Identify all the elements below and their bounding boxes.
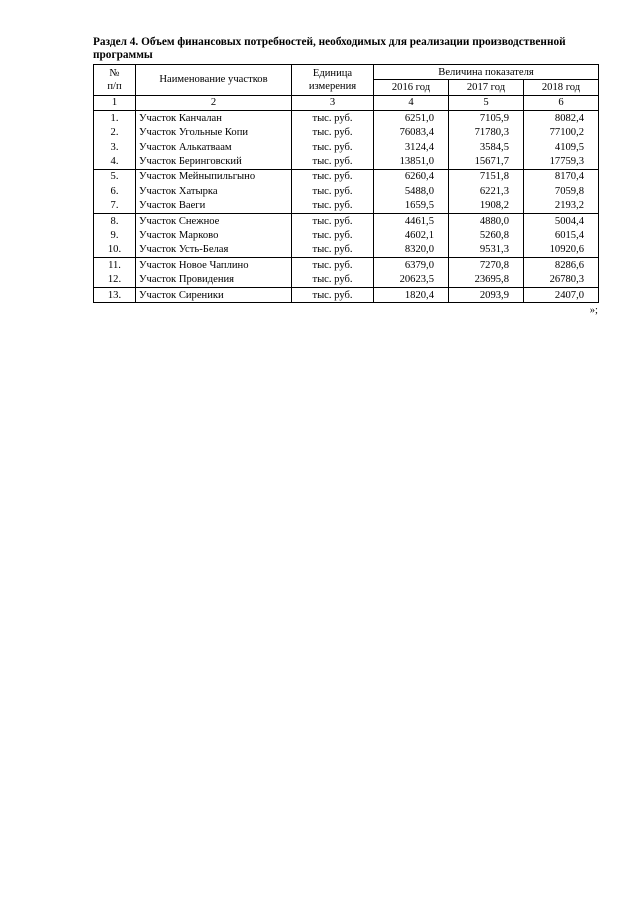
row-value-2016: 5488,0: [374, 184, 449, 198]
row-value-2016: 1659,5: [374, 199, 449, 214]
row-number: 9.: [94, 228, 136, 242]
row-name: Участок Канчалан: [136, 111, 292, 126]
row-number: 11.: [94, 258, 136, 273]
row-value-2016: 8320,0: [374, 243, 449, 258]
closing-quote: »;: [589, 305, 598, 317]
row-value-2018: 8170,4: [524, 169, 599, 184]
table-row: [94, 111, 599, 126]
table-row: [94, 243, 599, 258]
row-value-2017: 2093,9: [449, 287, 524, 302]
row-unit: тыс. руб.: [292, 169, 374, 184]
row-number: 5.: [94, 169, 136, 184]
row-value-2017: 71780,3: [449, 126, 524, 140]
row-unit: тыс. руб.: [292, 154, 374, 169]
row-number: 4.: [94, 154, 136, 169]
table-row: [94, 213, 599, 228]
row-number: 6.: [94, 184, 136, 198]
header-unit: Единица измерения: [292, 65, 374, 96]
row-name: Участок Усть-Белая: [136, 243, 292, 258]
row-name: Участок Марково: [136, 228, 292, 242]
row-value-2017: 6221,3: [449, 184, 524, 198]
row-value-2016: 13851,0: [374, 154, 449, 169]
row-value-2016: 4602,1: [374, 228, 449, 242]
row-unit: тыс. руб.: [292, 184, 374, 198]
row-name: Участок Сиреники: [136, 287, 292, 302]
row-value-2017: 9531,3: [449, 243, 524, 258]
table-row: [94, 258, 599, 273]
row-value-2018: 8286,6: [524, 258, 599, 273]
row-unit: тыс. руб.: [292, 199, 374, 214]
header-year-2016: 2016 год: [374, 80, 449, 95]
row-name: Участок Хатырка: [136, 184, 292, 198]
header-value: Величина показателя: [374, 65, 599, 80]
section-heading: Раздел 4. Объем финансовых потребностей, необходимых для реализации производственной программы: [93, 36, 566, 61]
col-number: 3: [292, 95, 374, 110]
row-name: Участок Новое Чаплино: [136, 258, 292, 273]
row-name: Участок Провидения: [136, 272, 292, 287]
row-value-2018: 26780,3: [524, 272, 599, 287]
row-unit: тыс. руб.: [292, 111, 374, 126]
row-value-2018: 10920,6: [524, 243, 599, 258]
row-number: 8.: [94, 213, 136, 228]
table-row: [94, 272, 599, 287]
row-value-2017: 5260,8: [449, 228, 524, 242]
row-name: Участок Снежное: [136, 213, 292, 228]
row-unit: тыс. руб.: [292, 243, 374, 258]
row-value-2016: 76083,4: [374, 126, 449, 140]
table-row: [94, 140, 599, 154]
row-unit: тыс. руб.: [292, 126, 374, 140]
row-name: Участок Ваеги: [136, 199, 292, 214]
header-name: Наименование участков: [136, 65, 292, 96]
row-name: Участок Беринговский: [136, 154, 292, 169]
row-number: 12.: [94, 272, 136, 287]
row-value-2017: 7270,8: [449, 258, 524, 273]
row-number: 1.: [94, 111, 136, 126]
col-number: 6: [524, 95, 599, 110]
col-number: 2: [136, 95, 292, 110]
row-unit: тыс. руб.: [292, 272, 374, 287]
row-value-2017: 1908,2: [449, 199, 524, 214]
table-row: [94, 287, 599, 302]
row-value-2017: 7105,9: [449, 111, 524, 126]
table-body: [94, 111, 599, 303]
financial-needs-table: [93, 64, 599, 303]
row-name: Участок Мейныпильгыно: [136, 169, 292, 184]
header-year-2017: 2017 год: [449, 80, 524, 95]
header-year-2018: 2018 год: [524, 80, 599, 95]
row-value-2016: 6251,0: [374, 111, 449, 126]
row-value-2018: 2193,2: [524, 199, 599, 214]
table-row: [94, 169, 599, 184]
row-name: Участок Алькатваам: [136, 140, 292, 154]
row-value-2016: 6379,0: [374, 258, 449, 273]
col-number: 4: [374, 95, 449, 110]
table-row: [94, 228, 599, 242]
row-value-2018: 17759,3: [524, 154, 599, 169]
row-value-2016: 3124,4: [374, 140, 449, 154]
row-value-2017: 15671,7: [449, 154, 524, 169]
row-number: 2.: [94, 126, 136, 140]
row-unit: тыс. руб.: [292, 258, 374, 273]
row-number: 13.: [94, 287, 136, 302]
table-row: [94, 154, 599, 169]
row-value-2018: 5004,4: [524, 213, 599, 228]
row-unit: тыс. руб.: [292, 287, 374, 302]
row-value-2018: 77100,2: [524, 126, 599, 140]
row-value-2018: 4109,5: [524, 140, 599, 154]
row-value-2016: 4461,5: [374, 213, 449, 228]
document-page: [93, 36, 598, 316]
header-num: № п/п: [94, 65, 136, 96]
col-number: 5: [449, 95, 524, 110]
row-number: 7.: [94, 199, 136, 214]
row-value-2016: 1820,4: [374, 287, 449, 302]
row-value-2017: 4880,0: [449, 213, 524, 228]
table-row: [94, 184, 599, 198]
row-unit: тыс. руб.: [292, 140, 374, 154]
table-row: [94, 199, 599, 214]
table-row: [94, 126, 599, 140]
row-unit: тыс. руб.: [292, 213, 374, 228]
row-number: 3.: [94, 140, 136, 154]
row-value-2016: 20623,5: [374, 272, 449, 287]
row-number: 10.: [94, 243, 136, 258]
row-value-2017: 23695,8: [449, 272, 524, 287]
row-value-2017: 7151,8: [449, 169, 524, 184]
row-value-2018: 7059,8: [524, 184, 599, 198]
row-value-2016: 6260,4: [374, 169, 449, 184]
col-number: 1: [94, 95, 136, 110]
row-value-2018: 8082,4: [524, 111, 599, 126]
row-name: Участок Угольные Копи: [136, 126, 292, 140]
row-value-2018: 6015,4: [524, 228, 599, 242]
row-unit: тыс. руб.: [292, 228, 374, 242]
row-value-2017: 3584,5: [449, 140, 524, 154]
row-value-2018: 2407,0: [524, 287, 599, 302]
